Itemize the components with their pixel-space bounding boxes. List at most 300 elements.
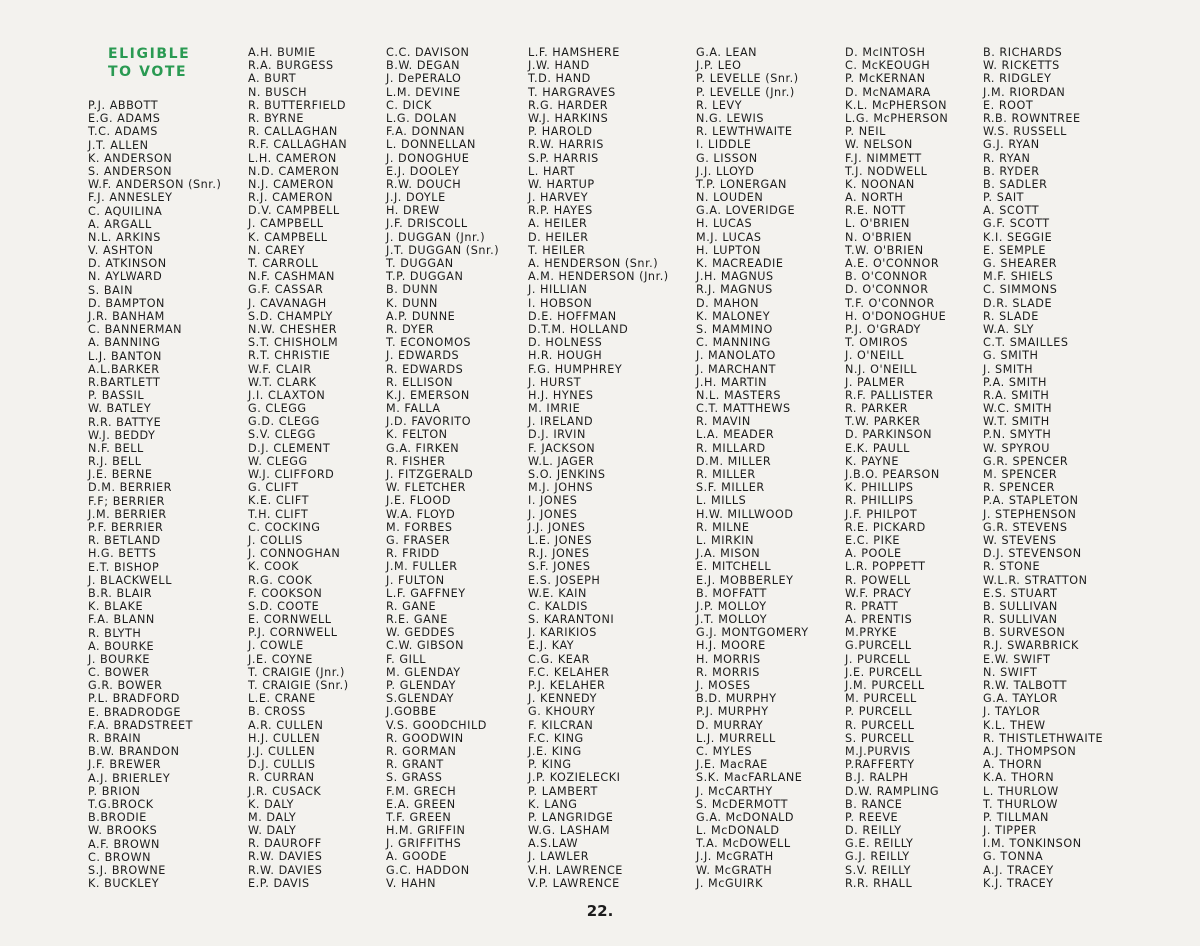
voter-name: J.I. CLAXTON bbox=[248, 388, 326, 402]
voter-name: M. IMRIE bbox=[528, 402, 581, 416]
voter-name: D.T.M. HOLLAND bbox=[528, 322, 629, 336]
voter-name: H.J. MOORE bbox=[696, 639, 766, 653]
voter-name: W. RICKETTS bbox=[983, 59, 1060, 73]
voter-name: B. RYDER bbox=[983, 164, 1040, 178]
voter-name: W.J. BEDDY bbox=[88, 428, 156, 442]
voter-name: J. McCARTHY bbox=[696, 784, 773, 798]
voter-name: W.J. CLIFFORD bbox=[248, 468, 335, 481]
voter-name: R. MORRIS bbox=[696, 665, 760, 679]
voter-name: J.T. DUGGAN (Snr.) bbox=[386, 243, 500, 257]
voter-name: R. SLADE bbox=[983, 309, 1039, 323]
voter-name: N.G. LEWIS bbox=[696, 111, 764, 125]
voter-name: F.G. HUMPHREY bbox=[528, 362, 623, 376]
voter-name: E.S. JOSEPH bbox=[528, 573, 601, 587]
voter-name: R. BYRNE bbox=[248, 111, 304, 125]
heading-line-2: TO VOTE bbox=[108, 64, 188, 80]
voter-name: G.D. CLEGG bbox=[248, 415, 320, 429]
voter-name: J. COLLIS bbox=[248, 533, 303, 547]
voter-name: G. LISSON bbox=[696, 151, 758, 165]
voter-name: B. SADLER bbox=[983, 177, 1048, 191]
voter-name: J. GRIFFITHS bbox=[386, 837, 462, 851]
voter-name: K.I. SEGGIE bbox=[983, 230, 1053, 244]
voter-name: J.P. LEO bbox=[696, 59, 742, 73]
voter-name: R.R. BATTYE bbox=[88, 415, 162, 429]
voter-name: B.J. RALPH bbox=[845, 771, 909, 785]
voter-name: J. DePERALO bbox=[386, 72, 462, 86]
voter-name: V.H. LAWRENCE bbox=[528, 863, 623, 877]
voter-name: K.A. THORN bbox=[983, 771, 1055, 785]
voter-name: R. GOODWIN bbox=[386, 731, 464, 745]
voter-name: J.E. PURCELL bbox=[845, 665, 923, 679]
voter-name: R. POWELL bbox=[845, 573, 911, 587]
voter-name: B. DUNN bbox=[386, 283, 439, 297]
voter-name: E.K. PAULL bbox=[845, 441, 910, 455]
voter-name: L.R. POPPETT bbox=[845, 560, 926, 574]
voter-name: E.J. DOOLEY bbox=[386, 164, 460, 178]
voter-name: G. FRASER bbox=[386, 533, 451, 547]
voter-name: M.J.PURVIS bbox=[845, 744, 911, 758]
voter-name: S. McDERMOTT bbox=[696, 797, 789, 811]
voter-name: K. PHILLIPS bbox=[845, 481, 914, 495]
voter-name: A.M. HENDERSON (Jnr.) bbox=[528, 270, 669, 284]
voter-name: M.PRYKE bbox=[845, 626, 898, 640]
voter-name: R.W. DAVIES bbox=[248, 863, 323, 877]
voter-name: B.R. BLAIR bbox=[88, 586, 153, 600]
voter-name: A.H. BUMIE bbox=[248, 46, 316, 59]
voter-name: L.E. JONES bbox=[528, 533, 593, 547]
voter-name: P. LANGRIDGE bbox=[528, 810, 614, 824]
voter-name: C. BANNERMAN bbox=[88, 323, 183, 337]
voter-name: J.P. MOLLOY bbox=[696, 599, 767, 613]
voter-name: D.R. SLADE bbox=[983, 296, 1053, 310]
voter-name: K. MACREADIE bbox=[696, 257, 784, 270]
voter-name: J. DUGGAN (Jnr.) bbox=[386, 230, 486, 244]
voter-name: J. PURCELL bbox=[845, 652, 911, 666]
voter-name: R. GANE bbox=[386, 599, 437, 613]
voter-name: R.J. CAMERON bbox=[248, 191, 334, 205]
voter-name: R.R. RHALL bbox=[845, 876, 913, 890]
voter-name: H.J. HYNES bbox=[528, 388, 594, 402]
voter-name: P.N. SMYTH bbox=[983, 428, 1052, 442]
voter-name: H. MORRIS bbox=[696, 652, 761, 666]
voter-name: W. GEDDES bbox=[386, 626, 455, 640]
voter-name: R.P. HAYES bbox=[528, 204, 593, 218]
voter-name: R.G. HARDER bbox=[528, 98, 609, 112]
voter-name: E.J. KAY bbox=[528, 639, 575, 653]
voter-name: N. O'BRIEN bbox=[845, 230, 913, 244]
voter-name: R. CALLAGHAN bbox=[248, 125, 338, 139]
voter-name: M. GLENDAY bbox=[386, 665, 461, 679]
voter-name: K. CAMPBELL bbox=[248, 230, 328, 244]
voter-name: T. THURLOW bbox=[983, 797, 1059, 811]
voter-name: D. MURRAY bbox=[696, 718, 764, 732]
name-column-4 bbox=[528, 46, 669, 890]
voter-name: A. HENDERSON (Snr.) bbox=[528, 257, 659, 270]
voter-name: G.J. RYAN bbox=[983, 138, 1040, 152]
voter-name: W.T. CLARK bbox=[248, 375, 317, 389]
voter-name: P.A. SMITH bbox=[983, 375, 1047, 389]
voter-name: P.J. ABBOTT bbox=[88, 99, 159, 112]
voter-name: W.C. SMITH bbox=[983, 402, 1053, 416]
voter-name: A.J. BRIERLEY bbox=[88, 771, 171, 785]
voter-name: G.A. McDONALD bbox=[696, 810, 795, 824]
voter-name: R. MILLER bbox=[696, 468, 756, 481]
voter-name: T.J. NODWELL bbox=[845, 164, 928, 178]
voter-name: W. BATLEY bbox=[88, 402, 152, 416]
voter-name: P. PURCELL bbox=[845, 705, 913, 719]
voter-name: K. BLAKE bbox=[88, 600, 144, 614]
voter-name: K. MALONEY bbox=[696, 309, 771, 323]
voter-name: J. HILLIAN bbox=[528, 283, 588, 297]
voter-name: S.GLENDAY bbox=[386, 692, 454, 706]
voter-name: P.J. KELAHER bbox=[528, 679, 606, 692]
voter-name: P.J. CORNWELL bbox=[248, 626, 338, 640]
voter-name: G.PURCELL bbox=[845, 639, 912, 653]
voter-name: R. DAUROFF bbox=[248, 837, 322, 851]
voter-name: J.M. FULLER bbox=[386, 560, 458, 574]
voter-name: L.M. DEVINE bbox=[386, 85, 461, 99]
voter-name: P.L. BRADFORD bbox=[88, 692, 180, 706]
voter-name: K.E. CLIFT bbox=[248, 494, 309, 508]
voter-name: K.J. TRACEY bbox=[983, 876, 1054, 890]
voter-name: A.S.LAW bbox=[528, 837, 579, 851]
voter-name: H.R. HOUGH bbox=[528, 349, 603, 363]
voter-name: J.E. COYNE bbox=[248, 652, 313, 666]
voter-name: A. NORTH bbox=[845, 191, 904, 205]
voter-name: W.J. HARKINS bbox=[528, 111, 609, 125]
voter-name: A.P. DUNNE bbox=[386, 309, 456, 323]
voter-name: E.G. ADAMS bbox=[88, 112, 161, 126]
voter-name: D.M. MILLER bbox=[696, 454, 772, 468]
voter-name: R.J. SWARBRICK bbox=[983, 639, 1079, 653]
voter-name: N. LOUDEN bbox=[696, 191, 764, 205]
voter-name: R.A. BURGESS bbox=[248, 59, 334, 73]
voter-name: G.A. TAYLOR bbox=[983, 692, 1058, 706]
voter-name: L.J. BANTON bbox=[88, 349, 162, 363]
voter-name: K.L. McPHERSON bbox=[845, 98, 948, 112]
voter-name: L. MIRKIN bbox=[696, 533, 755, 547]
voter-name: K.J. EMERSON bbox=[386, 388, 470, 402]
voter-name: R.W. DAVIES bbox=[248, 850, 323, 864]
voter-name: B. O'CONNOR bbox=[845, 270, 928, 284]
voter-name: T. CARROLL bbox=[248, 257, 319, 270]
voter-name: R. BRAIN bbox=[88, 732, 142, 745]
voter-name: R.F. CALLAGHAN bbox=[248, 138, 348, 152]
voter-name: F.C. KELAHER bbox=[528, 665, 610, 679]
voter-name: R.E. PICKARD bbox=[845, 520, 926, 534]
voter-name: J.P. KOZIELECKI bbox=[528, 771, 621, 785]
voter-name: J. PALMER bbox=[845, 375, 905, 389]
voter-name: B.BRODIE bbox=[88, 811, 147, 825]
voter-name: E.A. GREEN bbox=[386, 797, 456, 811]
voter-name: A. ARGALL bbox=[88, 217, 152, 231]
voter-name: R.J. BELL bbox=[88, 455, 142, 469]
voter-name: L.G. McPHERSON bbox=[845, 111, 949, 125]
voter-name: R.B. ROWNTREE bbox=[983, 111, 1081, 125]
voter-name: B. RANCE bbox=[845, 797, 903, 811]
voter-name: D. REILLY bbox=[845, 824, 902, 838]
voter-name: P.A. STAPLETON bbox=[983, 494, 1079, 508]
voter-name: P. LEVELLE (Snr.) bbox=[696, 72, 799, 86]
voter-name: G. TONNA bbox=[983, 850, 1044, 864]
name-column-7 bbox=[983, 46, 1103, 890]
voter-name: C. COCKING bbox=[248, 520, 321, 534]
voter-name: T. HARGRAVES bbox=[528, 85, 616, 99]
voter-name: N. SWIFT bbox=[983, 665, 1038, 679]
voter-name: G.F. CASSAR bbox=[248, 283, 324, 297]
voter-name: P.J. O'GRADY bbox=[845, 322, 921, 336]
voter-name: V. HAHN bbox=[386, 876, 437, 890]
voter-name: R.W. DOUCH bbox=[386, 177, 462, 191]
voter-name: G. SHEARER bbox=[983, 257, 1058, 270]
voter-name: R. STONE bbox=[983, 560, 1041, 574]
voter-name: S. ANDERSON bbox=[88, 164, 173, 178]
voter-name: L.A. MEADER bbox=[696, 428, 775, 442]
voter-name: N. CAREY bbox=[248, 243, 306, 257]
voter-name: F.J. ANNESLEY bbox=[88, 191, 173, 205]
voter-name: M.J. LUCAS bbox=[696, 230, 762, 244]
voter-name: J. TIPPER bbox=[983, 824, 1037, 838]
voter-name: R. GRANT bbox=[386, 758, 444, 772]
voter-name: J. FITZGERALD bbox=[386, 468, 474, 481]
voter-name: L.H. CAMERON bbox=[248, 151, 337, 165]
voter-name: J.R. BANHAM bbox=[88, 310, 165, 323]
voter-name: S.K. MacFARLANE bbox=[696, 771, 803, 785]
voter-name: T.A. McDOWELL bbox=[696, 837, 791, 851]
voter-name: F.J. NIMMETT bbox=[845, 151, 922, 165]
voter-name: K. COOK bbox=[248, 560, 300, 574]
voter-name: G. SMITH bbox=[983, 349, 1039, 363]
voter-name: N.J. CAMERON bbox=[248, 177, 335, 191]
voter-name: T.W. O'BRIEN bbox=[845, 243, 924, 257]
voter-name: E.C. PIKE bbox=[845, 533, 900, 547]
voter-name: R. LEVY bbox=[696, 98, 743, 112]
voter-name: R.T. CHRISTIE bbox=[248, 349, 331, 363]
voter-name: D.V. CAMPBELL bbox=[248, 204, 340, 218]
voter-name: P. SAIT bbox=[983, 191, 1025, 205]
voter-name: A. THORN bbox=[983, 758, 1043, 772]
voter-name: J. HARVEY bbox=[528, 191, 589, 205]
voter-name: P.RAFFERTY bbox=[845, 758, 915, 772]
voter-name: R.G. COOK bbox=[248, 573, 313, 587]
voter-name: R.J. MAGNUS bbox=[696, 283, 773, 297]
voter-name: R. LEWTHWAITE bbox=[696, 125, 793, 139]
voter-name: A.R. CULLEN bbox=[248, 718, 324, 732]
voter-name: R. ELLISON bbox=[386, 375, 454, 389]
voter-name: N.J. O'NEILL bbox=[845, 362, 918, 376]
voter-name: S. GRASS bbox=[386, 771, 443, 785]
voter-name: J. HURST bbox=[528, 375, 582, 389]
voter-name: P. LAMBERT bbox=[528, 784, 598, 798]
voter-name: R. SULLIVAN bbox=[983, 613, 1058, 627]
voter-name: F.C. KING bbox=[528, 731, 584, 745]
voter-name: T.F. O'CONNOR bbox=[845, 296, 935, 310]
voter-name: W. McGRATH bbox=[696, 863, 773, 877]
voter-name: N.L. ARKINS bbox=[88, 230, 161, 244]
name-column-5 bbox=[696, 46, 809, 890]
voter-name: L.E. CRANE bbox=[248, 692, 316, 706]
voter-name: B.W. DEGAN bbox=[386, 59, 460, 73]
voter-name: S.F. JONES bbox=[528, 560, 591, 574]
voter-name: T.F. GREEN bbox=[386, 810, 452, 824]
voter-name: W.E. KAIN bbox=[528, 586, 587, 600]
voter-name: N.F. BELL bbox=[88, 441, 144, 455]
voter-name: J.M. BERRIER bbox=[88, 507, 167, 521]
voter-name: T.D. HAND bbox=[528, 72, 591, 86]
voter-name: T. DUGGAN bbox=[386, 257, 454, 270]
voter-name: E.S. STUART bbox=[983, 586, 1058, 600]
voter-name: H.M. GRIFFIN bbox=[386, 824, 466, 838]
voter-name: J.F. DRISCOLL bbox=[386, 217, 468, 231]
voter-name: P. GLENDAY bbox=[386, 679, 456, 692]
voter-name: J. KENNEDY bbox=[528, 692, 597, 706]
voter-name: W.F. ANDERSON (Snr.) bbox=[88, 178, 222, 192]
voter-name: W. CLEGG bbox=[248, 454, 308, 468]
voter-name: L. O'BRIEN bbox=[845, 217, 910, 231]
voter-name: S.D. COOTE bbox=[248, 599, 320, 613]
voter-name: M. DALY bbox=[248, 810, 297, 824]
voter-name: D.J. CULLIS bbox=[248, 758, 316, 772]
voter-name: B. SULLIVAN bbox=[983, 599, 1058, 613]
voter-name: A.F. BROWN bbox=[88, 837, 160, 851]
voter-name: E. CORNWELL bbox=[248, 613, 332, 627]
voter-name: R. PHILLIPS bbox=[845, 494, 914, 508]
voter-name: R. FRIDD bbox=[386, 547, 440, 561]
voter-name: A. BOURKE bbox=[88, 639, 155, 653]
voter-name: C. MYLES bbox=[696, 744, 753, 758]
voter-name: C. BROWN bbox=[88, 850, 152, 864]
name-column-6 bbox=[845, 46, 948, 890]
voter-name: P. TILLMAN bbox=[983, 810, 1049, 824]
voter-name: G.E. REILLY bbox=[845, 837, 914, 851]
voter-name: J.J. LLOYD bbox=[696, 164, 755, 178]
voter-name: R. GORMAN bbox=[386, 744, 457, 758]
voter-name: K. PAYNE bbox=[845, 454, 899, 468]
voter-name: J. FULTON bbox=[386, 573, 445, 587]
voter-name: F. KILCRAN bbox=[528, 718, 594, 732]
voter-name: G.A. LEAN bbox=[696, 46, 758, 59]
voter-name: W. BROOKS bbox=[88, 824, 158, 838]
voter-name: T. OMIROS bbox=[845, 336, 909, 350]
voter-name: A. POOLE bbox=[845, 547, 902, 561]
voter-name: J. JONES bbox=[528, 507, 578, 521]
voter-name: S.F. MILLER bbox=[696, 481, 765, 495]
voter-name: R. CURRAN bbox=[248, 771, 315, 785]
voter-name: A.E. O'CONNOR bbox=[845, 257, 940, 270]
voter-name: M. FORBES bbox=[386, 520, 453, 534]
voter-name: H. LUCAS bbox=[696, 217, 753, 231]
voter-name: J. CONNOGHAN bbox=[248, 547, 341, 561]
voter-name: R.A. SMITH bbox=[983, 388, 1050, 402]
voter-name: A. SCOTT bbox=[983, 204, 1040, 218]
name-column-3 bbox=[386, 46, 499, 890]
voter-name: W.G. LASHAM bbox=[528, 824, 611, 838]
voter-name: T.C. ADAMS bbox=[88, 125, 158, 139]
voter-name: W.F. CLAIR bbox=[248, 362, 312, 376]
voter-name: A. BURT bbox=[248, 72, 297, 86]
voter-name: J.H. MARTIN bbox=[696, 375, 767, 389]
voter-name: A.J. TRACEY bbox=[983, 863, 1054, 877]
voter-name: D. McINTOSH bbox=[845, 46, 926, 59]
voter-name: G. CLIFT bbox=[248, 481, 299, 495]
voter-name: R.BARTLETT bbox=[88, 375, 161, 389]
voter-name: I.M. TONKINSON bbox=[983, 837, 1082, 851]
voter-name: S.V. CLEGG bbox=[248, 428, 316, 442]
voter-name: S.J. BROWNE bbox=[88, 863, 166, 877]
voter-name: S. BAIN bbox=[88, 283, 134, 297]
voter-name: N.D. CAMERON bbox=[248, 164, 340, 178]
voter-name: J. KARIKIOS bbox=[528, 626, 597, 640]
voter-name: J. EDWARDS bbox=[386, 349, 460, 363]
voter-name: C. BOWER bbox=[88, 666, 150, 680]
name-column-1 bbox=[88, 99, 221, 890]
voter-name: D. ATKINSON bbox=[88, 257, 167, 271]
voter-name: P. HAROLD bbox=[528, 125, 593, 139]
voter-name: T.P. DUGGAN bbox=[386, 270, 464, 284]
voter-name: E. SEMPLE bbox=[983, 243, 1047, 257]
voter-name: J. SMITH bbox=[983, 362, 1034, 376]
voter-name: K. BUCKLEY bbox=[88, 877, 160, 891]
voter-name: N.F. CASHMAN bbox=[248, 270, 335, 284]
voter-name: D.J. IRVIN bbox=[528, 428, 586, 442]
voter-name: A.L.BARKER bbox=[88, 362, 160, 376]
heading-line-1: ELIGIBLE bbox=[108, 46, 191, 62]
voter-name: J.T. MOLLOY bbox=[696, 613, 768, 627]
voter-name: R. FISHER bbox=[386, 454, 446, 468]
voter-name: R. SPENCER bbox=[983, 481, 1055, 495]
voter-name: D.J. STEVENSON bbox=[983, 547, 1082, 561]
voter-name: P. BRION bbox=[88, 784, 141, 798]
voter-name: D. PARKINSON bbox=[845, 428, 933, 442]
voter-name: J.E. KING bbox=[528, 744, 582, 758]
voter-name: M. PURCELL bbox=[845, 692, 917, 706]
voter-name: P.F. BERRIER bbox=[88, 521, 164, 534]
voter-name: L.G. DOLAN bbox=[386, 111, 458, 125]
voter-name: J.E. BERNE bbox=[88, 468, 153, 482]
voter-name: G.A. LOVERIDGE bbox=[696, 204, 796, 218]
voter-name: G.J. REILLY bbox=[845, 850, 910, 864]
voter-name: C.C. DAVISON bbox=[386, 46, 470, 59]
voter-name: V.P. LAWRENCE bbox=[528, 876, 620, 890]
voter-name: V. ASHTON bbox=[88, 244, 154, 258]
voter-name: J. CAVANAGH bbox=[248, 296, 327, 310]
voter-name: N.L. MASTERS bbox=[696, 388, 782, 402]
voter-name: A. PRENTIS bbox=[845, 613, 913, 627]
voter-name: T. CRAIGIE (Jnr.) bbox=[248, 665, 345, 679]
voter-name: M.J. JOHNS bbox=[528, 481, 594, 495]
voter-name: D. HOLNESS bbox=[528, 336, 603, 350]
voter-name: J.T. ALLEN bbox=[88, 138, 149, 152]
voter-name: J. CAMPBELL bbox=[248, 217, 324, 231]
voter-name: G. CLEGG bbox=[248, 402, 307, 416]
voter-name: H. DREW bbox=[386, 204, 440, 218]
voter-name: W. NELSON bbox=[845, 138, 913, 152]
voter-name: J. TAYLOR bbox=[983, 705, 1041, 719]
voter-name: J.D. FAVORITO bbox=[386, 415, 472, 429]
voter-name: S.V. REILLY bbox=[845, 863, 911, 877]
voter-name: J. MOSES bbox=[696, 679, 751, 692]
voter-name: L. THURLOW bbox=[983, 784, 1059, 798]
voter-name: M. FALLA bbox=[386, 402, 441, 416]
voter-name: D. BAMPTON bbox=[88, 296, 165, 310]
voter-name: W.F. PRACY bbox=[845, 586, 912, 600]
voter-name: S.D. CHAMPLY bbox=[248, 309, 333, 323]
voter-name: F.F; BERRIER bbox=[88, 494, 165, 508]
voter-name: K. LANG bbox=[528, 797, 578, 811]
voter-name: C.W. GIBSON bbox=[386, 639, 465, 653]
voter-name: R. RYAN bbox=[983, 151, 1031, 165]
voter-name: E. BRADRODGE bbox=[88, 705, 181, 719]
